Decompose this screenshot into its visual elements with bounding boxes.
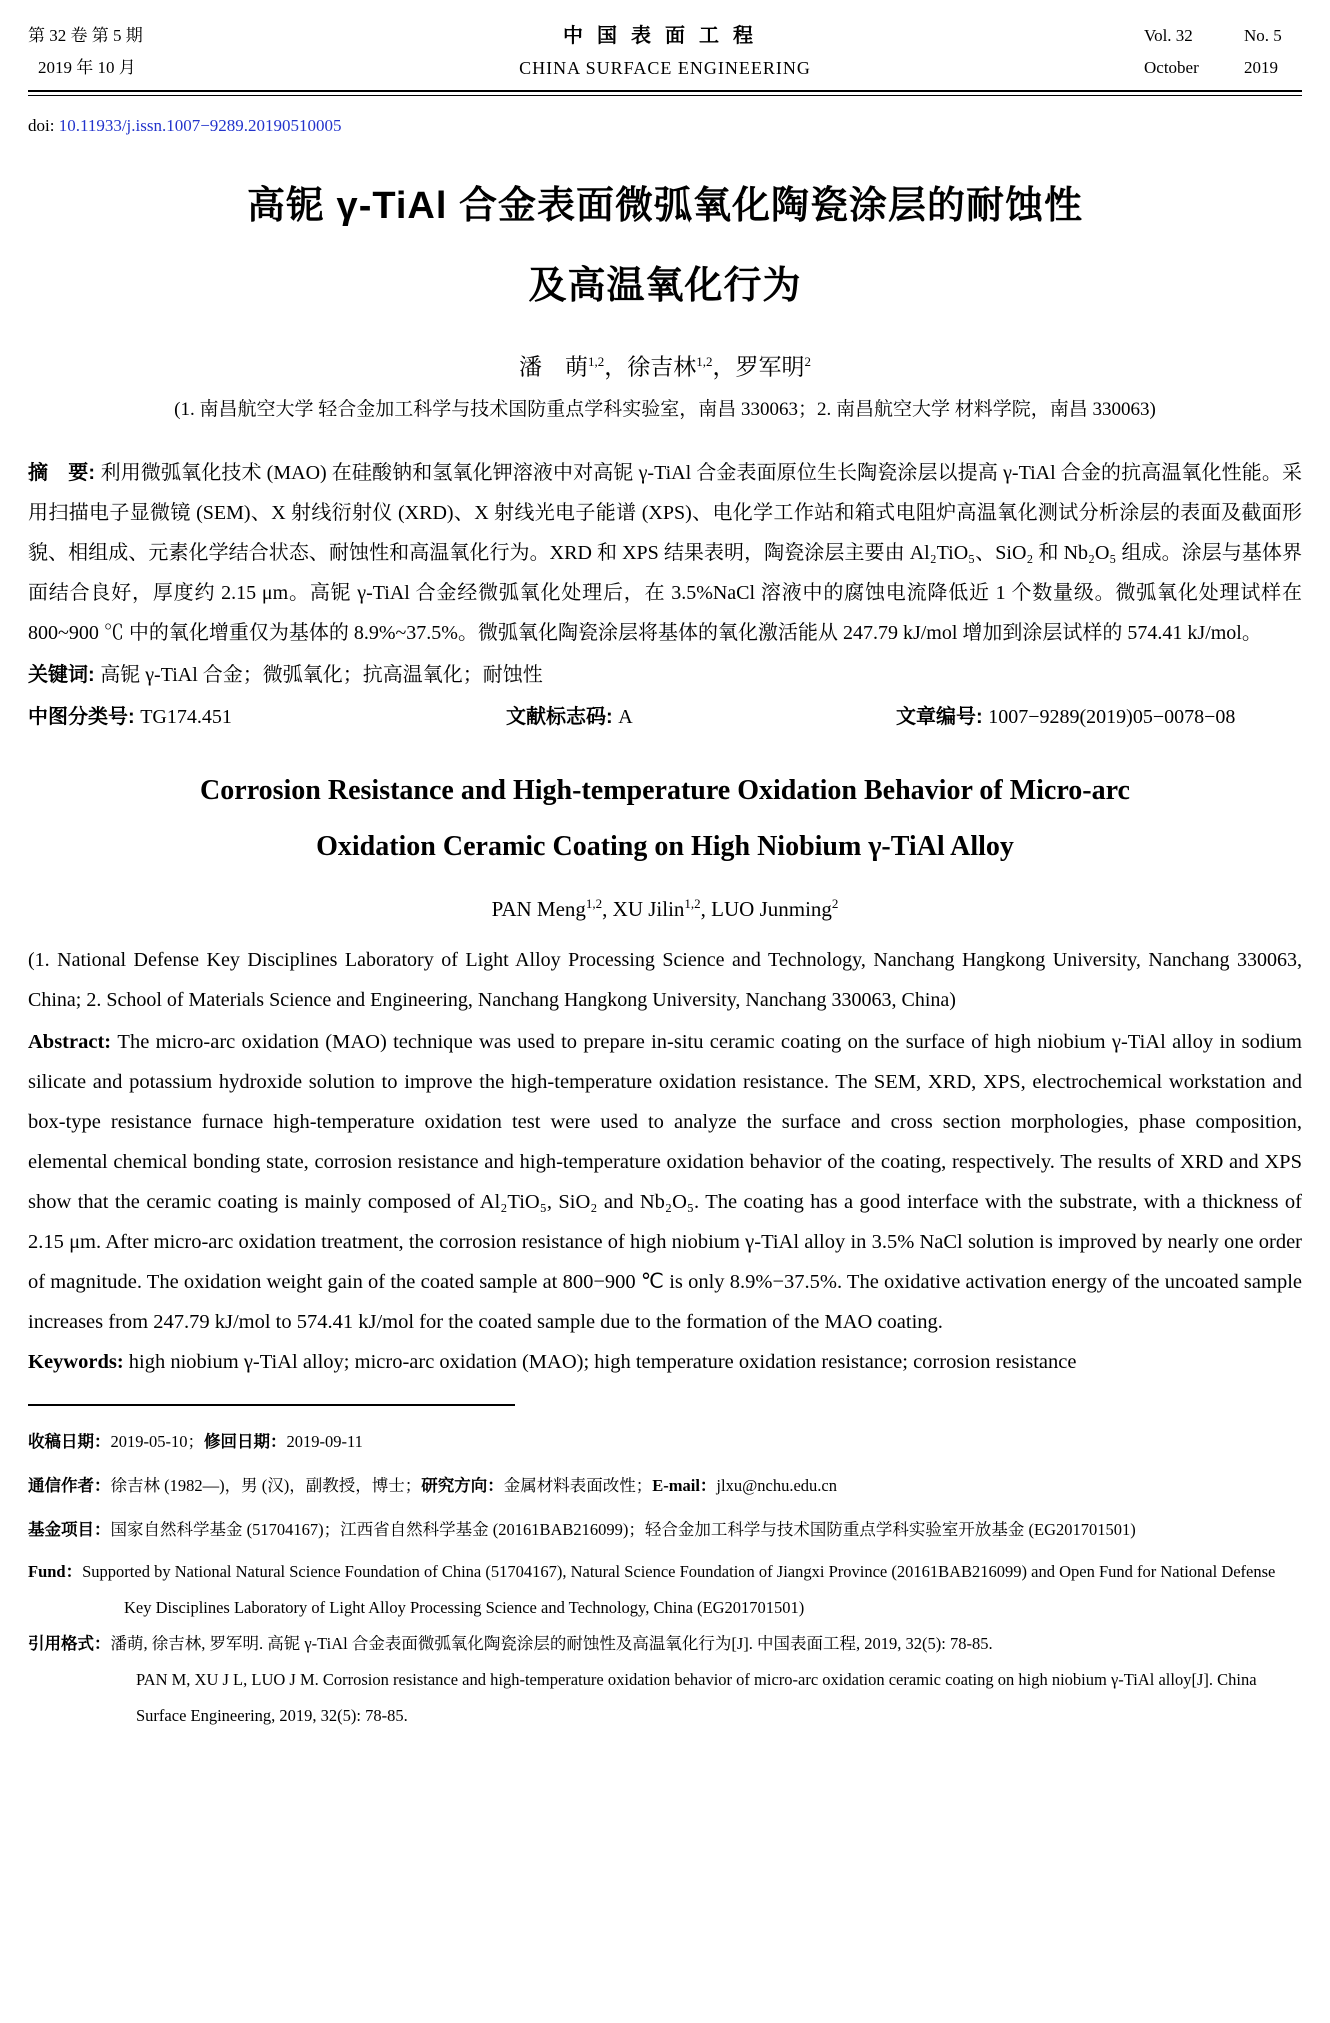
fund-cn-label: 基金项目： [28,1520,111,1539]
author-name: PAN Meng [491,896,586,921]
email-value: jlxu@nchu.edu.cn [716,1475,837,1495]
journal-header [28,20,1302,84]
author-affiliation-mark: 1,2 [696,354,713,369]
journal-month-en: October [1144,58,1199,77]
abstract-en-label: Abstract: [28,1030,118,1053]
journal-volume-info-en [811,20,1302,84]
fund-cn-text: 国家自然科学基金 (51704167)；江西省自然科学基金 (20161BAB216099)；轻合金加工科学与技术国防重点学科实验室开放基金 (EG201701501) [110,1519,1136,1539]
fund-en-line [28,1554,1302,1626]
doi-line [28,114,1302,138]
journal-name [519,20,811,84]
citation-block [28,1626,1302,1734]
author-name: XU Jilin [612,896,685,921]
document-code-label: 文献标志码: [506,705,619,728]
research-field-text: 金属材料表面改性； [503,1475,653,1495]
abstract-en [28,1022,1302,1342]
clc-number [28,697,506,737]
corresponding-label: 通信作者： [28,1476,111,1495]
affiliation-cn: (1. 南昌航空大学 轻合金加工科学与技术国防重点学科实验室，南昌 330063；2. 南昌航空大学 材料学院，南昌 330063) [174,398,1156,420]
keywords-en-label: Keywords: [28,1350,129,1373]
document-code [506,697,896,737]
document-code-value: A [618,705,633,728]
email-label: E-mail： [652,1475,717,1495]
keywords-en-text: high niobium γ-TiAl alloy; micro-arc oxidation (MAO); high temperature oxidation resistance; corrosion resistance [128,1350,1077,1373]
received-label: 收稿日期： [28,1432,111,1451]
journal-name-cn: 中国表面工程 [562,25,767,47]
author-affiliation-mark: 1,2 [585,895,603,911]
page-title-en [28,763,1302,875]
article-id [896,697,1302,737]
citation-en: PAN M, XU J L, LUO J M. Corrosion resistance and high-temperature oxidation behavior of micro-arc oxidation ceramic coating on high niobium γ-TiAl alloy[J]. China Surface Engineering, 2019, 32(5): 78-85. [136,1669,1257,1725]
journal-volume-issue-cn: 第 32 卷 第 5 期 [28,26,143,45]
abstract-cn-text: 利用微弧氧化技术 (MAO) 在硅酸钠和氢氧化钾溶液中对高铌 γ-TiAl 合金表面原位生长陶瓷涂层以提高 γ-TiAl 合金的抗高温氧化性能。采用扫描电子显微镜 (SEM)、X 射线衍射仪 (XRD)、X 射线光电子能谱 (XPS)、电化学工作站和箱式电阻炉高温氧化测试分析涂层的表面及截面形貌、相组成、元素化学结合状态、耐蚀性和高温氧化行为。XRD 和 XPS 结果表明，陶瓷涂层主要由 Al₂TiO₅、SiO₂ 和 Nb₂O₅ 组成。涂层与基体界面结合良好，厚度约 2.15 μm。高铌 γ-TiAl 合金经微弧氧化处理后，在 3.5%NaCl 溶液中的腐蚀电流降低近 1 个数量级。微弧氧化处理试样在 800~900 ℃ 中的氧化增重仅为基体的 8.9%~37.5%。微弧氧化陶瓷涂层将基体的氧化激活能从 247.79 kJ/mol 增加到涂层试样的 574.41 kJ/mol。 [28,461,1302,644]
article-id-label: 文章编号: [896,705,989,728]
clc-value: TG174.451 [140,705,232,728]
doi-link[interactable]: 10.11933/j.issn.1007−9289.20190510005 [58,116,342,135]
author-name: LUO Junming [711,896,832,921]
author-name: 罗军明 [735,354,805,380]
footnote-divider [28,1404,515,1406]
doi-label: doi: [28,116,59,135]
journal-date-cn: 2019 年 10 月 [38,58,136,77]
citation-label: 引用格式： [28,1634,111,1653]
corresponding-text: 徐吉林 (1982—)，男 (汉)，副教授，博士； [110,1475,422,1495]
authors-cn [28,346,1302,384]
classification-row [28,697,1302,737]
journal-name-en: CHINA SURFACE ENGINEERING [519,58,811,78]
dates-line [28,1424,1302,1460]
received-date: 2019-05-10； [110,1431,204,1451]
keywords-cn-text: 高铌 γ-TiAl 合金；微弧氧化；抗高温氧化；耐蚀性 [100,663,543,686]
journal-vol-en: Vol. 32 [1144,26,1193,45]
clc-label: 中图分类号: [28,705,141,728]
journal-no-en: No. 5 [1244,26,1282,45]
abstract-cn-label: 摘 要: [28,461,101,484]
title-cn-line1: 高铌 γ-TiAl 合金表面微弧氧化陶瓷涂层的耐蚀性 [247,185,1083,227]
footnotes [28,1424,1302,1734]
author-affiliation-mark: 1,2 [588,354,605,369]
fund-cn-line [28,1512,1302,1548]
journal-issue-info [28,20,519,84]
author-affiliation-mark: 2 [831,895,839,911]
revised-label: 修回日期： [204,1432,287,1451]
abstract-cn [28,453,1302,653]
citation-cn: 潘萌, 徐吉林, 罗军明. 高铌 γ-TiAl 合金表面微弧氧化陶瓷涂层的耐蚀性及高温氧化行为[J]. 中国表面工程, 2019, 32(5): 78-85. [110,1633,993,1653]
revised-date: 2019-09-11 [286,1431,363,1451]
abstract-en-text: The micro-arc oxidation (MAO) technique was used to prepare in-situ ceramic coating on the surface of high niobium γ-TiAl alloy in sodium silicate and potassium hydroxide solution to improve the high-temperature oxidation resistance. The SEM, XRD, XPS, electrochemical workstation and box-type resistance furnace high-temperature oxidation test were used to analyze the surface and cross section morphologies, phase composition, elemental chemical bonding state, corrosion resistance and high-temperature oxidation behavior of the coating, respectively. The results of XRD and XPS show that the ceramic coating is mainly composed of Al₂TiO₅, SiO₂ and Nb₂O₅. The coating has a good interface with the substrate, with a thickness of 2.15 μm. After micro-arc oxidation treatment, the corrosion resistance of high niobium γ-TiAl alloy in 3.5% NaCl solution is improved by nearly one order of magnitude. The oxidation weight gain of the coated sample at 800−900 ℃ is only 8.9%−37.5%. The oxidative activation energy of the uncoated sample increases from 247.79 kJ/mol to 574.41 kJ/mol for the coated sample due to the formation of the MAO coating. [28,1030,1302,1333]
author-affiliation-mark: 2 [804,354,811,369]
title-cn-line2: 及高温氧化行为 [528,265,802,307]
author-separator: ， [604,354,628,380]
research-field-label: 研究方向： [421,1476,504,1495]
fund-en-text: Supported by National Natural Science Foundation of China (51704167), Natural Science Foundation of Jiangxi Province (20161BAB216099) and Open Fund for National Defense Key Disciplines Laboratory of Light Alloy Processing Science and Technology, China (EG201701501) [82,1561,1276,1617]
keywords-cn-label: 关键词: [28,663,101,686]
author-separator: , [602,896,613,921]
page-title-cn [28,166,1302,326]
header-divider [28,90,1302,96]
author-name: 潘 萌 [519,354,588,380]
journal-year-en: 2019 [1244,58,1278,77]
title-en-line2: Oxidation Ceramic Coating on High Niobium γ-TiAl Alloy [316,830,1014,862]
affiliation-en: (1. National Defense Key Disciplines Laboratory of Light Alloy Processing Science and Technology, Nanchang Hangkong University, Nanchang 330063, China; 2. School of Materials Science and Engineering, Nanchang Hangkong University, Nanchang 330063, China) [28,948,1302,1011]
article-id-value: 1007−9289(2019)05−0078−08 [988,705,1236,728]
author-separator: ， [712,354,736,380]
authors-en [28,889,1302,924]
title-en-line1: Corrosion Resistance and High-temperature Oxidation Behavior of Micro-arc [200,774,1130,806]
keywords-en [28,1342,1302,1382]
keywords-cn [28,655,1302,695]
author-name: 徐吉林 [627,354,697,380]
author-separator: , [700,896,712,921]
author-affiliation-mark: 1,2 [684,895,701,911]
fund-en-label: Fund： [28,1561,83,1581]
corresponding-author-line [28,1468,1302,1504]
